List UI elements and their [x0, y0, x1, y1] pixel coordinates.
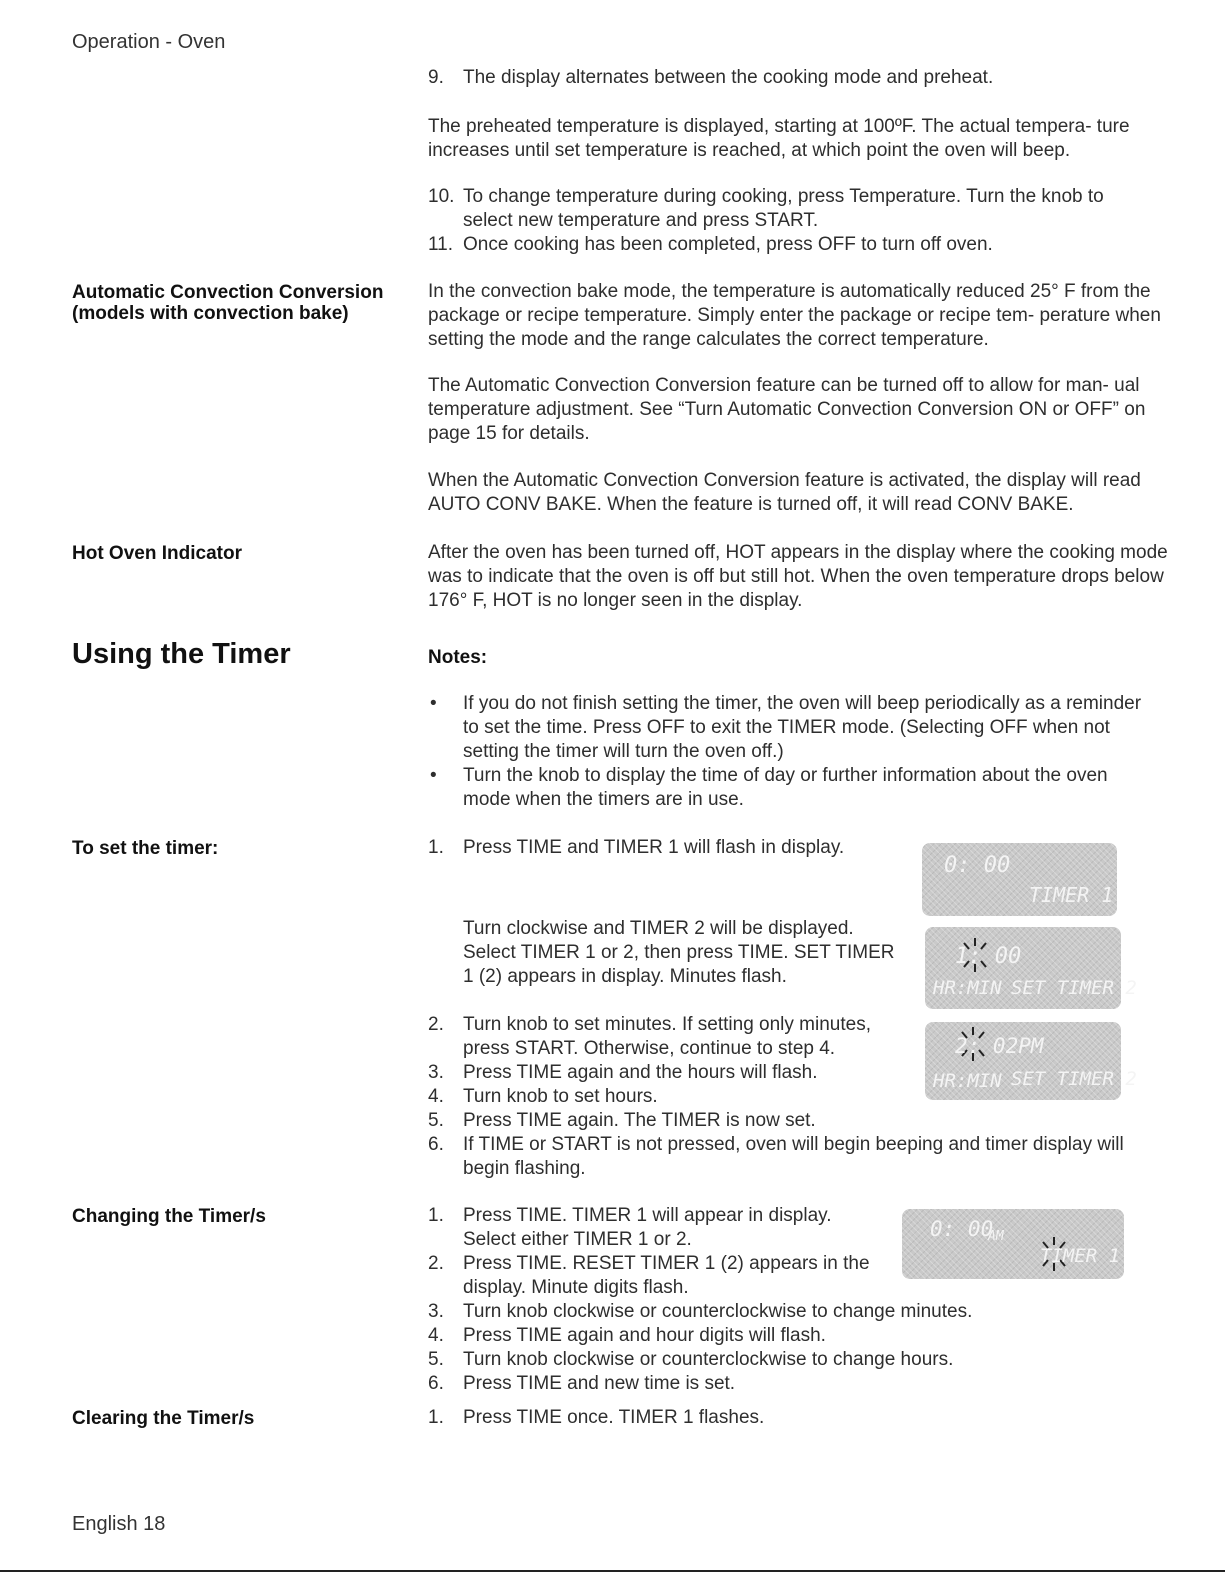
display-time: 2: 02PM	[955, 1034, 1044, 1058]
list-item: 1. Press TIME and TIMER 1 will flash in display.	[428, 837, 845, 858]
notes-label: Notes:	[428, 647, 488, 668]
list-item: 5. Turn knob clockwise or counterclockwise to change hours.	[428, 1349, 954, 1370]
preheat-paragraph: The preheated temperature is displayed, starting at 100ºF. The actual tempera- ture increases until set temperature is reached, at which point the oven will beep.	[428, 116, 1130, 161]
step-list-top-9	[428, 66, 1148, 90]
display-hrmin: HR:MIN	[933, 1070, 1002, 1092]
set-timer-step-6	[428, 1133, 1148, 1181]
display-time: 1: 00	[955, 944, 1022, 969]
notes-list	[428, 692, 1148, 812]
section-header: Operation - Oven	[72, 31, 226, 53]
display-hrmin: HR:MIN	[933, 977, 1002, 999]
display-label: TIMER 1	[1040, 1245, 1121, 1267]
timer-display-image-4	[902, 1209, 1124, 1279]
timer-display-image-2	[925, 927, 1137, 1009]
display-time: 0: 00	[930, 1217, 994, 1241]
bottom-rule	[0, 1570, 1225, 1572]
list-item: 2. Press TIME. RESET TIMER 1 (2) appears in the display. Minute digits flash.	[428, 1253, 870, 1298]
list-item: 10. To change temperature during cooking, press Temperature. Turn the knob to select new temperature and press START.	[428, 186, 1104, 231]
change-timer-steps-3-6	[428, 1300, 1148, 1396]
list-item: 1. Press TIME. TIMER 1 will appear in display. Select either TIMER 1 or 2.	[428, 1205, 832, 1250]
set-timer-step-1	[428, 836, 898, 860]
timer-display-image-1	[922, 843, 1117, 916]
clear-timer-heading: Clearing the Timer/s	[72, 1408, 255, 1429]
hot-oven-paragraph: After the oven has been turned off, HOT appears in the display where the cooking mode was to indicate that the oven is off but still hot. When the oven temperature drops below 176° F, HOT is no longer seen in the display.	[428, 542, 1168, 611]
auto-conv-paragraph-1: In the convection bake mode, the temperature is automatically reduced 25° F from the package or recipe temperature. Simply enter the package or recipe tem- perature when setting the mode and the range calculates the correct temperature.	[428, 281, 1161, 350]
auto-conv-paragraph-2: The Automatic Convection Conversion feature can be turned off to allow for man- ual temperature adjustment. See “Turn Automatic Convection Conversion ON or OFF” on page 15 for details.	[428, 375, 1146, 444]
list-item: 11. Once cooking has been completed, press OFF to turn off oven.	[428, 234, 993, 255]
change-timer-heading: Changing the Timer/s	[72, 1206, 266, 1227]
list-item: 6. If TIME or START is not pressed, oven will begin beeping and timer display will begin flashing.	[428, 1134, 1124, 1179]
list-item: 1. Press TIME once. TIMER 1 flashes.	[428, 1407, 765, 1428]
list-item: 5. Press TIME again. The TIMER is now set.	[428, 1110, 816, 1131]
list-item: • Turn the knob to display the time of day or further information about the oven mode when the timers are in use.	[430, 765, 1108, 810]
list-item: 3. Press TIME again and the hours will flash.	[428, 1062, 818, 1083]
list-item: • If you do not finish setting the timer, the oven will beep periodically as a reminder to set the time. Press OFF to exit the TIMER mode. (Selecting OFF when not setting the timer will turn the oven off.)	[430, 693, 1142, 762]
display-ampm: AM	[988, 1229, 1004, 1244]
auto-conv-heading: Automatic Convection Conversion (models with convection bake)	[72, 282, 384, 324]
set-timer-heading: To set the timer:	[72, 838, 219, 859]
clear-timer-steps	[428, 1406, 1148, 1430]
step-list-top	[428, 185, 1148, 257]
list-item: 4. Press TIME again and hour digits will flash.	[428, 1325, 826, 1346]
set-timer-steps-2-5	[428, 1013, 898, 1133]
list-item: 2. Turn knob to set minutes. If setting only minutes, press START. Otherwise, continue to step 4.	[428, 1014, 871, 1059]
change-timer-steps-1-2	[428, 1204, 888, 1300]
timer-display-image-3	[925, 1022, 1137, 1100]
hot-oven-heading: Hot Oven Indicator	[72, 543, 242, 564]
set-timer-step-1-continued: Turn clockwise and TIMER 2 will be displayed. Select TIMER 1 or 2, then press TIME. SET TIMER 1 (2) appears in display. Minutes flash.	[463, 918, 895, 987]
display-label: SET TIMER 2	[1011, 977, 1137, 999]
display-time: 0: 00	[944, 853, 1011, 878]
list-item: 9. The display alternates between the cooking mode and preheat.	[428, 67, 994, 88]
page-footer: English 18	[72, 1513, 166, 1535]
display-label: TIMER 1	[1029, 883, 1114, 907]
list-item: 6. Press TIME and new time is set.	[428, 1373, 736, 1394]
auto-conv-paragraph-3: When the Automatic Convection Conversion feature is activated, the display will read AUTO CONV BAKE. When the feature is turned off, it will read CONV BAKE.	[428, 470, 1141, 515]
display-label: SET TIMER 2	[1011, 1068, 1137, 1090]
list-item: 4. Turn knob to set hours.	[428, 1086, 658, 1107]
list-item: 3. Turn knob clockwise or counterclockwise to change minutes.	[428, 1301, 973, 1322]
timer-section-title: Using the Timer	[72, 638, 291, 670]
